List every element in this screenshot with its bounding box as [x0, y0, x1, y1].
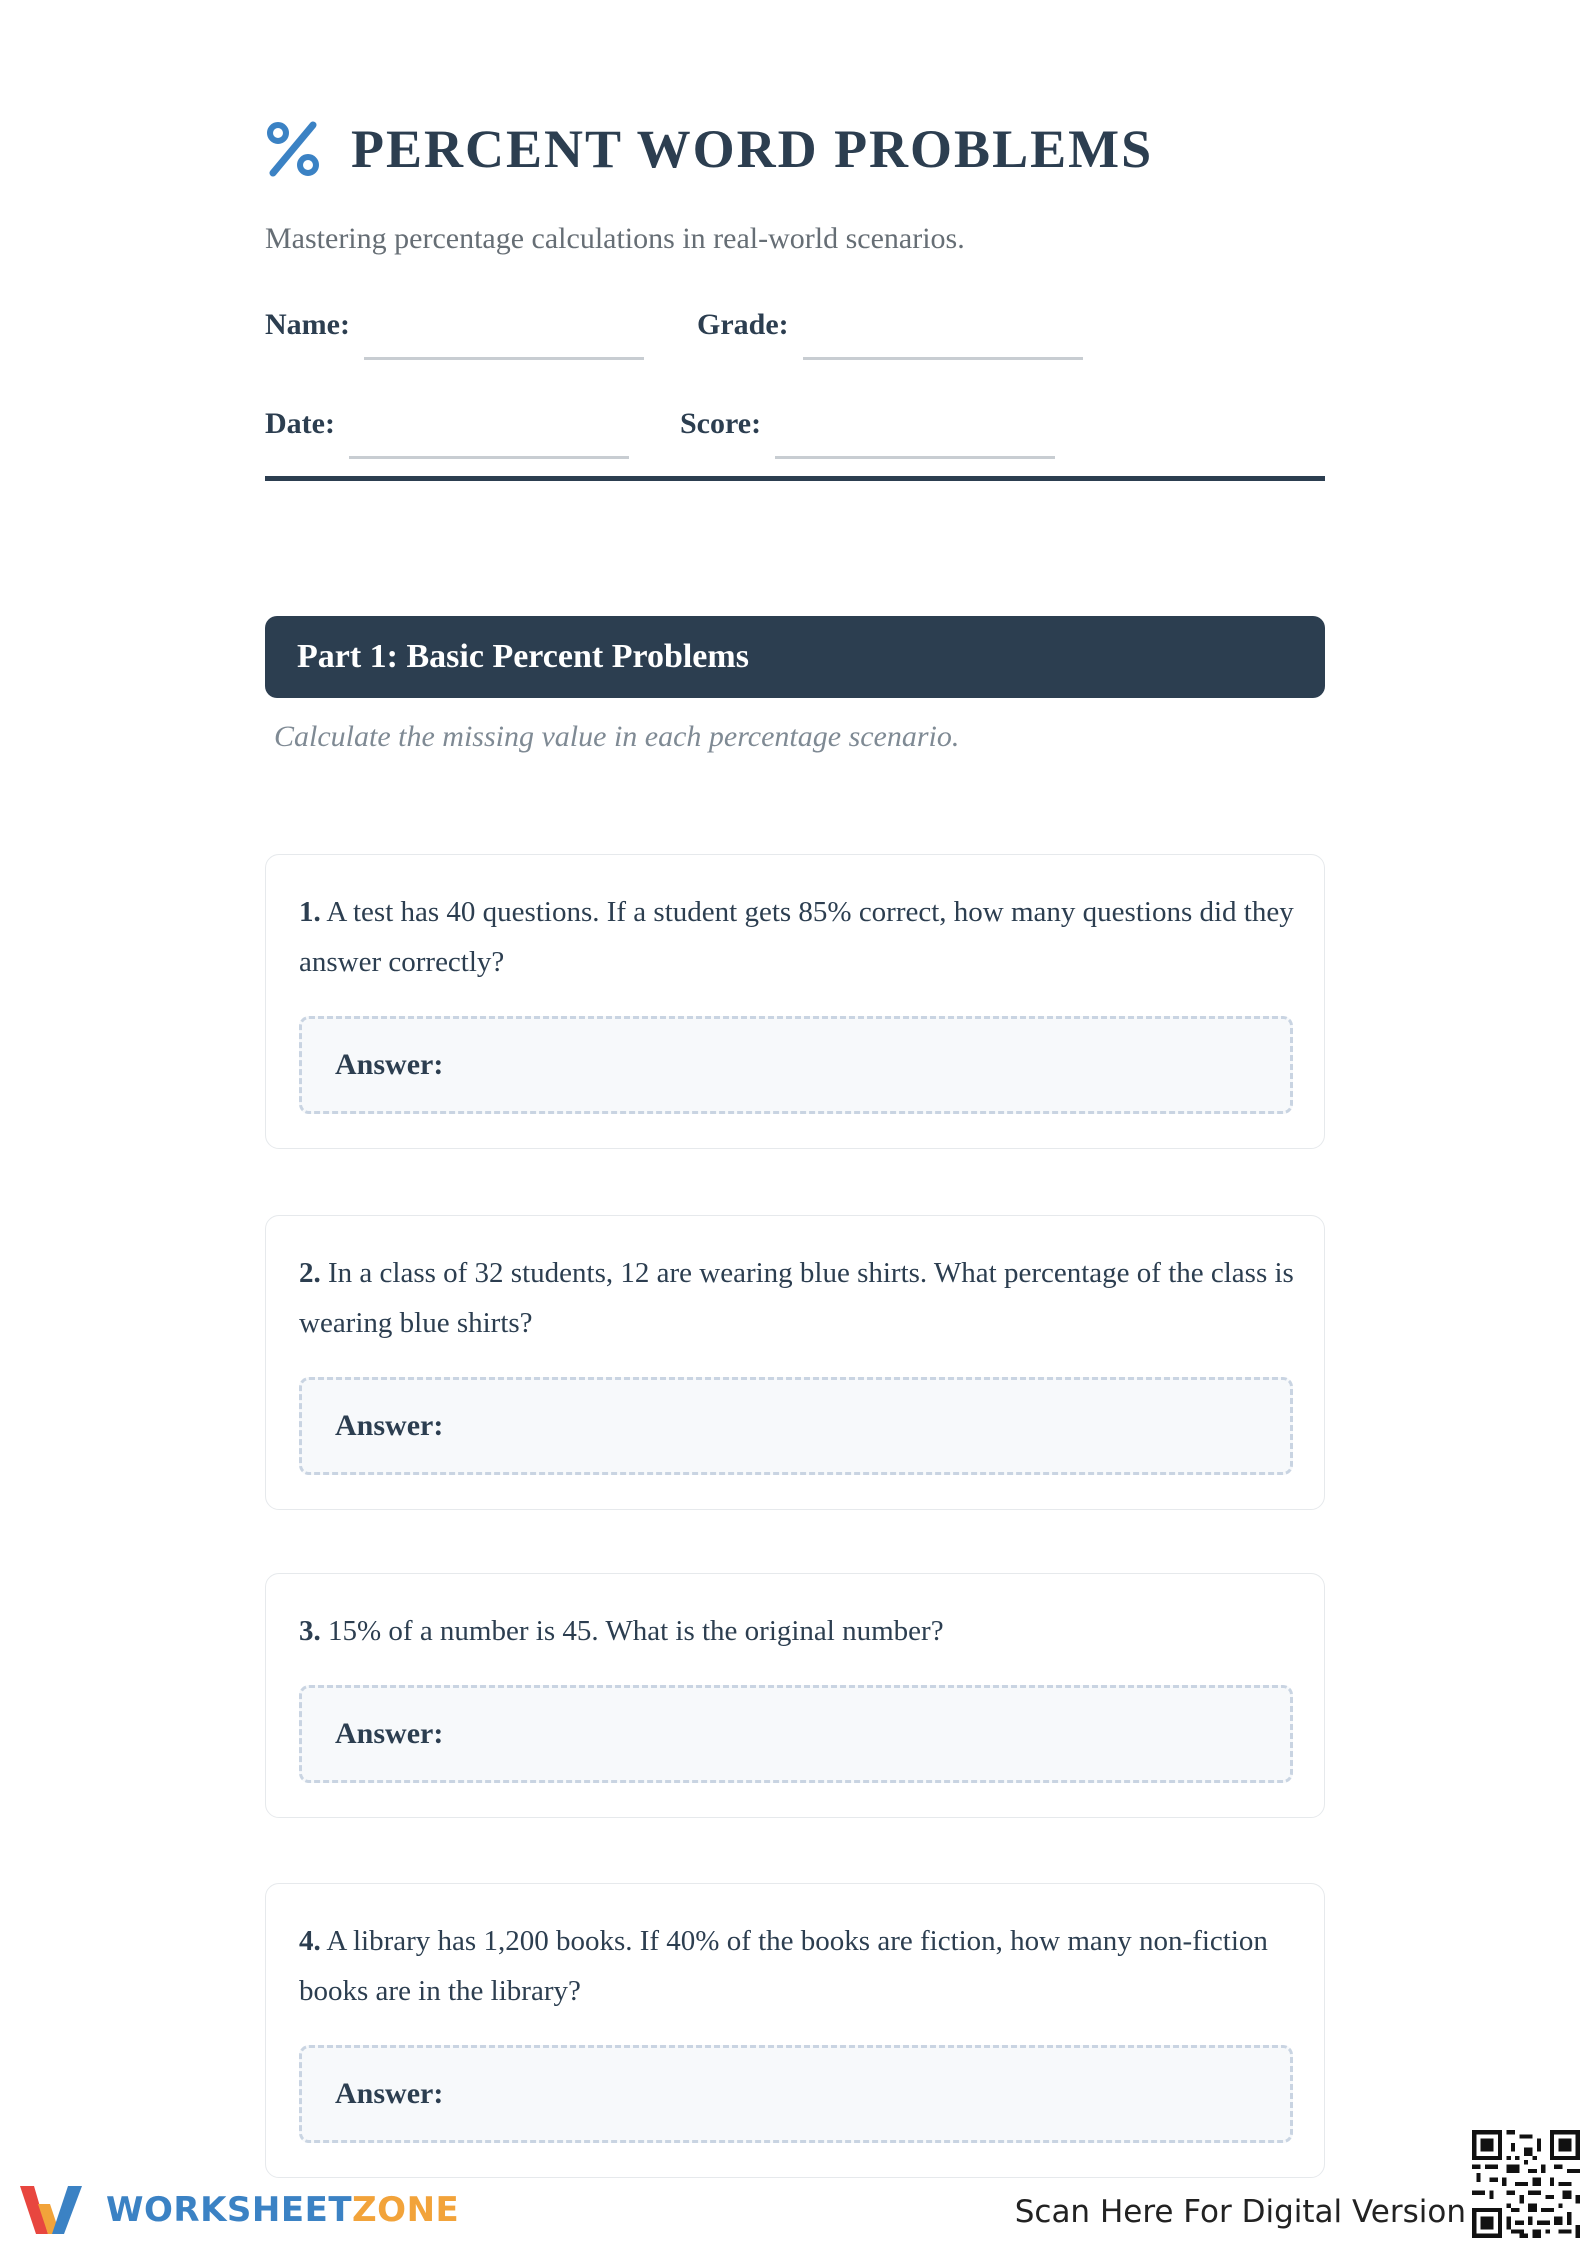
score-label: Score:	[680, 407, 762, 440]
title-row	[265, 118, 1153, 180]
date-line[interactable]	[349, 456, 629, 459]
question-number: 3.	[299, 1615, 321, 1647]
answer-label: Answer:	[335, 1048, 444, 1081]
brand-logo[interactable]	[18, 2182, 459, 2238]
answer-label: Answer:	[335, 2077, 444, 2110]
question-text	[299, 887, 1296, 987]
section-instructions: Calculate the missing value in each percentage scenario.	[274, 720, 960, 753]
qr-code-icon[interactable]	[1472, 2130, 1580, 2238]
header-divider	[265, 476, 1325, 481]
question-number: 4.	[299, 1925, 321, 1957]
answer-label: Answer:	[335, 1717, 444, 1750]
question-body: 15% of a number is 45. What is the original number?	[328, 1615, 944, 1647]
name-field[interactable]	[265, 310, 644, 340]
scan-caption: Scan Here For Digital Version	[1014, 2194, 1466, 2230]
grade-line[interactable]	[803, 357, 1083, 360]
question-card	[265, 1883, 1325, 2178]
brand-name-part1: WORKSHEET	[106, 2190, 353, 2230]
date-field[interactable]	[265, 409, 629, 439]
question-text	[299, 1916, 1296, 2016]
grade-field[interactable]	[697, 310, 1083, 340]
question-text	[299, 1606, 1296, 1656]
answer-box[interactable]	[299, 2045, 1293, 2143]
page-subtitle: Mastering percentage calculations in real-world scenarios.	[265, 222, 965, 255]
question-card	[265, 1215, 1325, 1510]
answer-box[interactable]	[299, 1685, 1293, 1783]
brand-name	[106, 2190, 459, 2230]
section-header	[265, 616, 1325, 698]
logo-mark-icon	[18, 2182, 96, 2238]
question-number: 1.	[299, 896, 321, 928]
question-card	[265, 1573, 1325, 1818]
grade-label: Grade:	[697, 308, 789, 341]
section-title: Part 1: Basic Percent Problems	[297, 638, 749, 675]
answer-box[interactable]	[299, 1377, 1293, 1475]
brand-name-part2: ZONE	[352, 2190, 460, 2230]
question-body: A test has 40 questions. If a student gets 85% correct, how many questions did they answer correctly?	[299, 896, 1294, 978]
score-line[interactable]	[775, 456, 1055, 459]
name-label: Name:	[265, 308, 350, 341]
question-card	[265, 854, 1325, 1149]
percent-icon	[265, 119, 321, 179]
question-number: 2.	[299, 1257, 321, 1289]
name-line[interactable]	[364, 357, 644, 360]
question-body: A library has 1,200 books. If 40% of the books are fiction, how many non-fiction books are in the library?	[299, 1925, 1268, 2007]
date-label: Date:	[265, 407, 335, 440]
score-field[interactable]	[680, 409, 1055, 439]
question-body: In a class of 32 students, 12 are wearing blue shirts. What percentage of the class is wearing blue shirts?	[299, 1257, 1294, 1339]
answer-label: Answer:	[335, 1409, 444, 1442]
answer-box[interactable]	[299, 1016, 1293, 1114]
page-title: PERCENT WORD PROBLEMS	[351, 119, 1154, 179]
question-text	[299, 1248, 1296, 1348]
